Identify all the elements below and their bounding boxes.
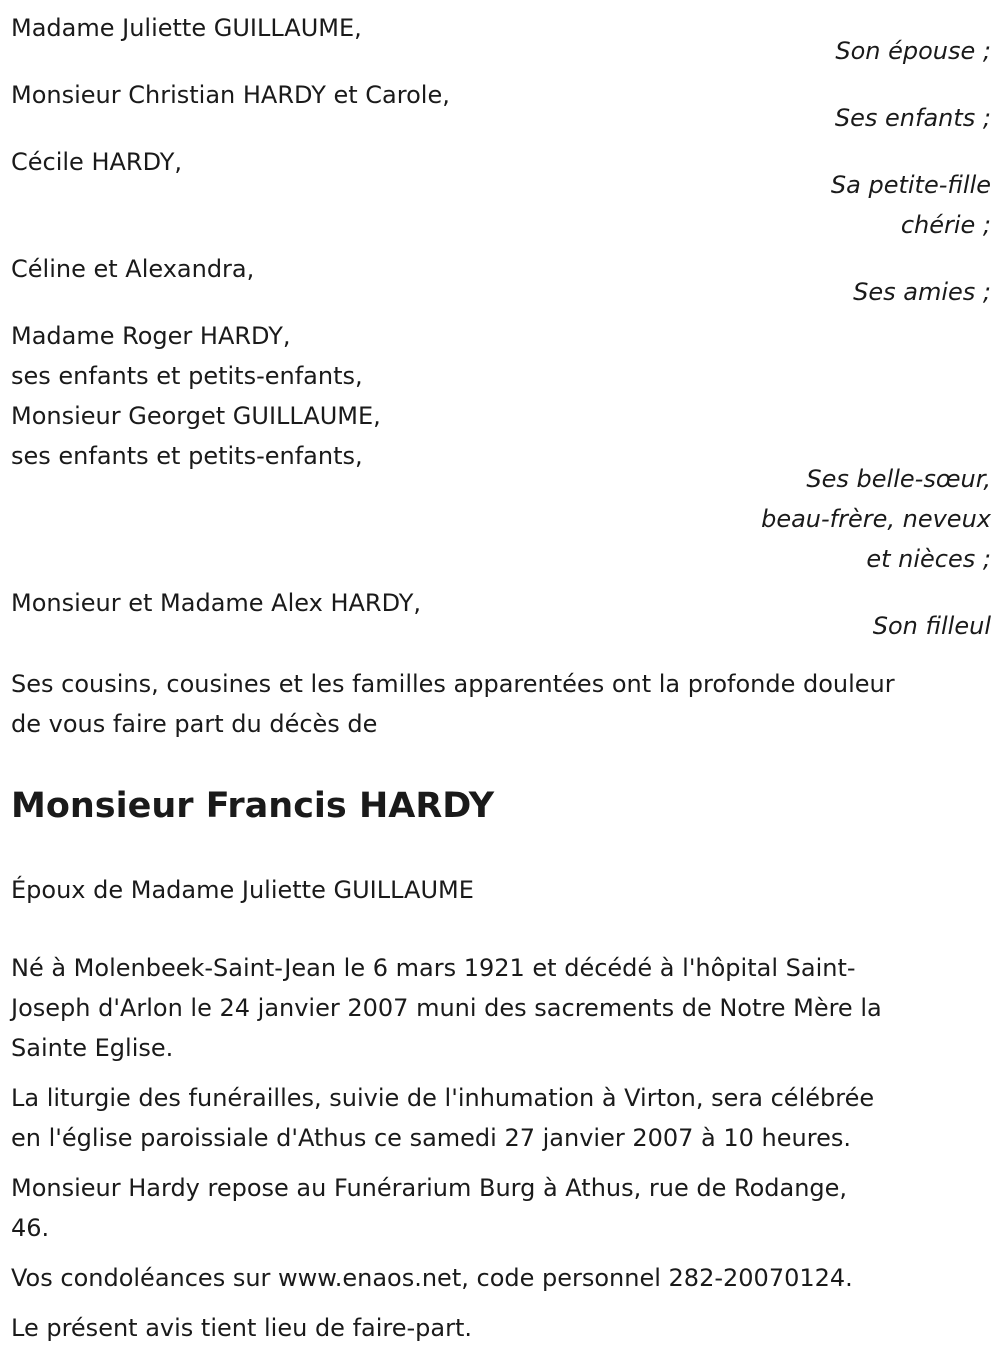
rest-line: 46.: [11, 1214, 50, 1242]
family-name-line: Madame Juliette GUILLAUME,: [11, 14, 362, 42]
funeral-line: en l'église paroissiale d'Athus ce samedi 27 janvier 2007 à 10 heures.: [11, 1124, 851, 1152]
spouse-line: Époux de Madame Juliette GUILLAUME: [11, 876, 474, 904]
rest-paragraph: [11, 1168, 991, 1248]
notice-line: Le présent avis tient lieu de faire-part.: [11, 1314, 473, 1342]
family-entry: [11, 142, 991, 245]
family-name-line: ses enfants et petits-enfants,: [11, 362, 363, 390]
funeral-paragraph: [11, 1078, 991, 1158]
family-name-line: Monsieur Georget GUILLAUME,: [11, 402, 381, 430]
family-role-line: Ses enfants ;: [834, 104, 991, 132]
family-name-line: Monsieur Christian HARDY et Carole,: [11, 81, 450, 109]
intro-paragraph: [11, 664, 991, 744]
family-name-line: Madame Roger HARDY,: [11, 322, 291, 350]
family-entry: [11, 75, 991, 138]
family-role-line: Ses amies ;: [853, 278, 991, 306]
birth-death-line: Joseph d'Arlon le 24 janvier 2007 muni des sacrements de Notre Mère la: [11, 994, 882, 1022]
family-entry: [11, 8, 991, 71]
family-role-line: beau-frère, neveux: [761, 505, 991, 533]
family-name-line: Monsieur et Madame Alex HARDY,: [11, 589, 422, 617]
family-name-line: Cécile HARDY,: [11, 148, 183, 176]
deceased-name: Monsieur Francis HARDY: [11, 786, 495, 826]
birth-death-paragraph: [11, 948, 991, 1068]
family-role-line: Son épouse ;: [835, 37, 991, 65]
rest-line: Monsieur Hardy repose au Funérarium Burg à Athus, rue de Rodange,: [11, 1174, 848, 1202]
funeral-line: La liturgie des funérailles, suivie de l'inhumation à Virton, sera célébrée: [11, 1084, 875, 1112]
family-role-line: Ses belle-sœur,: [806, 465, 991, 493]
obituary-notice: [11, 8, 991, 1348]
family-entry: [11, 583, 991, 646]
family-role: [11, 459, 991, 579]
family-entry: [11, 249, 991, 312]
family-role-line: Son filleul: [872, 612, 991, 640]
family-name-line: ses enfants et petits-enfants,: [11, 442, 363, 470]
birth-death-line: Né à Molenbeek-Saint-Jean le 6 mars 1921 et décédé à l'hôpital Saint-: [11, 954, 856, 982]
family-name-line: Céline et Alexandra,: [11, 255, 255, 283]
family-entry: [11, 316, 991, 579]
family-names: [11, 316, 991, 476]
birth-death-line: Sainte Eglise.: [11, 1034, 174, 1062]
family-role-line: Sa petite-fille: [830, 171, 991, 199]
intro-line: de vous faire part du décès de: [11, 710, 378, 738]
condolences-line: Vos condoléances sur www.enaos.net, code personnel 282-20070124.: [11, 1264, 853, 1292]
intro-line: Ses cousins, cousines et les familles apparentées ont la profonde douleur: [11, 670, 895, 698]
family-role-line: chérie ;: [900, 211, 991, 239]
family-role-line: et nièces ;: [866, 545, 991, 573]
